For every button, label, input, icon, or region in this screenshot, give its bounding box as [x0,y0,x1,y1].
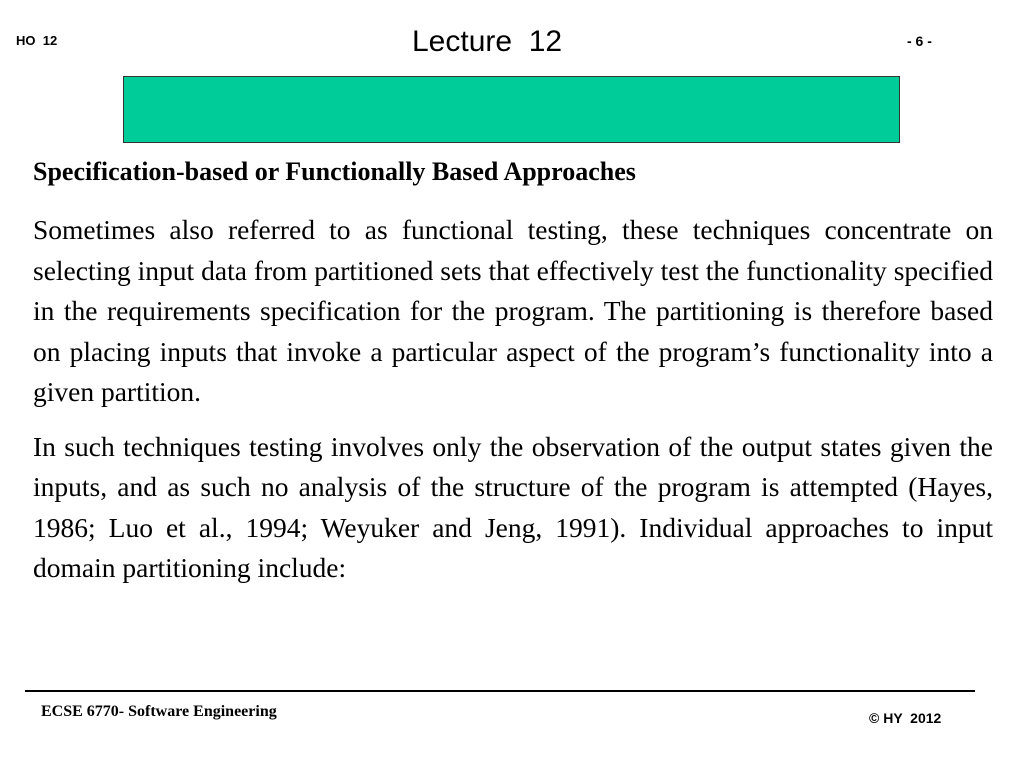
lecture-title: Lecture 12 [412,25,563,58]
footer-copyright: © HY 2012 [869,710,942,726]
title-banner [123,76,900,143]
body-paragraph: In such techniques testing involves only the observation of the output states given the inputs, and as such no analysis of the structure of the program is attempted (Hayes, 1986; Luo et al., 1994; Weyuker and Jeng, 1991). Individual approaches to input domain partitioning include: [33,430,993,583]
footer-divider [25,690,975,692]
body-paragraph: Sometimes also referred to as functional testing, these techniques concentrate on selecting input data from partitioned sets that effectively test the functionality specified in the requirements specification for the program. The partitioning is therefore based on placing inputs that invoke a particular aspect of the program’s functionality into a given partition. [33,214,993,407]
section-heading: Specification-based or Functionally Based Approaches [33,157,636,186]
slide-body [33,154,993,589]
page-number: - 6 - [907,33,932,49]
handout-label: HO 12 [16,33,58,48]
footer-course-name: ECSE 6770- Software Engineering [41,703,277,720]
